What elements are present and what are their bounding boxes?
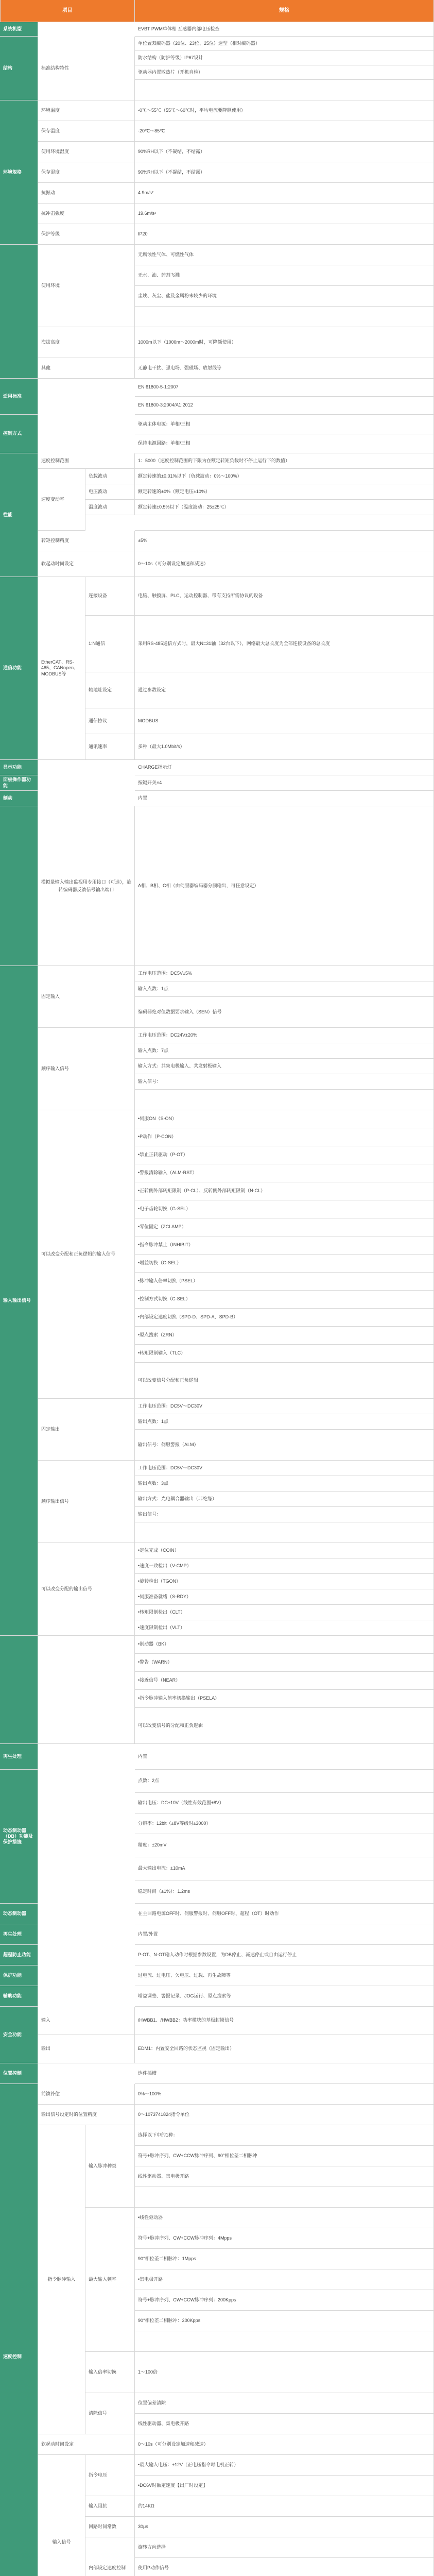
subcategory-cell: 1:N通信 [85,616,135,672]
value-cell: 稳定时间（±1%）：1.2ms [135,1880,434,1904]
value-cell: •制动器（BK） [135,1636,434,1654]
value-cell: 单位置双编码器（20位、23位、25位）选型（相对编码器） [135,37,434,51]
value-cell: 可以改变信号分配和正负逻辑 [135,1363,434,1399]
value-cell [135,1522,434,1543]
value-cell: MODBUS [135,708,434,734]
value-cell: •速度限制检出（VLT） [135,1620,434,1636]
value-cell: •电子齿轮切换（G-SEL） [135,1200,434,1218]
value-cell: 增益调整、警报记录、JOG运行、原点搜索等 [135,1986,434,2007]
category-cell: 超程防止功能 [0,1945,38,1965]
value-cell: CHARGE指示灯 [135,760,434,775]
value-cell: 选件插槽 [135,2063,434,2084]
value-cell: 90%RH以下（不凝结，不结露） [135,162,434,183]
value-cell: P-OT、N-OT输入动作时根据参数设置，为DB停止、减速停止或自由运行停止 [135,1945,434,1965]
value-cell: •P动作（P-CON） [135,1128,434,1146]
value-cell: 选择以下中的1种： [135,2125,434,2146]
value-cell: 输出点数：3点 [135,1476,434,1492]
value-cell: •旋转检出（TGON） [135,1574,434,1589]
category-cell: 适用标准 [0,379,38,415]
subcategory-cell: 通讯速率 [85,734,135,760]
value-cell: 无水、油、药剂飞溅 [135,265,434,286]
category-cell: 再生处理 [0,1924,38,1945]
value-cell [135,2187,434,2208]
value-cell: •正转侧外部转矩限制（P-CL）、反转侧外部转矩限制（N-CL） [135,1182,434,1200]
subcategory-cell: 软起动时间设定 [38,551,135,577]
category-cell: 动态制动器（DB）功能及保护措施 [0,1770,38,1904]
value-cell: 工作电压范围：DC24V±20% [135,1028,434,1043]
value-cell: 0～1073741824指令单位 [135,2105,434,2125]
header-item: 项目 [0,0,135,22]
value-cell: 无静电干扰、强电场、强磁场、放射线等 [135,358,434,379]
value-cell: •脉冲输入倍率切换（PSEL） [135,1273,434,1291]
subcategory-cell: 顺序输出信号 [38,1461,135,1543]
value-cell: 额定转速的±0%（额定电压±10%） [135,484,434,500]
subcategory-cell: 输入脉冲种类 [85,2125,135,2208]
category-cell: 辅助功能 [0,1986,38,2007]
value-cell: •警告（WARN） [135,1654,434,1672]
value-cell: 驱动主体电源：单相/三相 [135,415,434,434]
subcategory-cell: 顺序输入信号 [38,1028,135,1110]
subcategory-cell: 转矩控制精度 [38,531,135,551]
value-cell: •增益切换（G-SEL） [135,1255,434,1273]
value-cell: 工作电压范围：DC5V～DC30V [135,1399,434,1414]
subcategory-cell: 保护等级 [38,224,135,245]
subcategory-cell: 轴地址设定 [85,672,135,708]
value-cell: 点数：2点 [135,1770,434,1793]
value-cell: 输出信号：伺服警报（ALM） [135,1430,434,1461]
value-cell: 旋转方向选择 [135,2537,434,2558]
subcategory-cell: 通信协议 [85,708,135,734]
value-cell: •禁止正转驱动（P-OT） [135,1146,434,1164]
value-cell [135,1090,434,1110]
value-cell: 在主回路电源OFF时、伺服警报时、伺服OFF时、超程（OT）时动作 [135,1904,434,1924]
value-cell: 线性驱动器、集电极开路 [135,2166,434,2187]
value-cell: •速度一致检出（V-CMP） [135,1558,434,1574]
category-cell: 输入输出信号 [0,966,38,1636]
value-cell: 90%RH以下（不凝结，不结露） [135,142,434,162]
subcategory-cell: 输入信号 [38,2455,85,2576]
category-cell: 安全功能 [0,2007,38,2063]
value-cell: 4.9m/s² [135,183,434,204]
value-cell: 输出电压：DC±10V（线性有效范围±8V） [135,1793,434,1814]
value-cell: 输入点数：7点 [135,1043,434,1059]
value-cell: 精度：±20mV [135,1834,434,1857]
value-cell: 电脑、触摸屏、PLC、运动控制器、带有支持所需协议的设备 [135,577,434,616]
subcategory-cell: 连接设备 [85,577,135,616]
value-cell: 额定转速±0.5%以下（温度波动：25±25℃） [135,500,434,515]
value-cell: 工作电压范围：DC5V～DC30V [135,1461,434,1476]
category-cell: 显示功能 [0,760,38,775]
category-cell [0,245,38,379]
value-cell: •定位完成（COIN） [135,1543,434,1558]
value-cell: •转矩限制输入（TLC） [135,1345,434,1363]
subcategory-cell: 输入 [38,2007,135,2035]
value-cell: •原点搜索（ZRN） [135,1327,434,1345]
value-cell: •DC6V时额定速度【出厂时设定】 [135,2476,434,2496]
header-spec: 规格 [135,0,434,22]
subcategory-cell: 其他 [38,358,135,379]
value-cell [135,2331,434,2352]
subcategory-cell: 环境温度 [38,100,135,121]
value-cell: 30μs [135,2517,434,2537]
subcategory-cell: 前馈补偿 [38,2084,135,2105]
value-cell: •转矩限制检出（CLT） [135,1605,434,1620]
subcategory-cell: 电压波动 [85,484,135,500]
value-cell: 内置 [135,1744,434,1770]
value-cell: -20℃～85℃ [135,121,434,142]
value-cell: EVBT PWM单体相 互感器内部电压检查 [135,22,434,37]
value-cell: •指令脉冲输入倍率切换输出（PSELA） [135,1690,434,1708]
value-cell [135,80,434,100]
category-cell: 速度控制 [0,2084,38,2576]
value-cell: ±5% [135,531,434,551]
value-cell: 内置/外置 [135,1924,434,1945]
value-cell: 驱动器内置散热片（开机自检） [135,65,434,80]
subcategory-cell: 保存温度 [38,121,135,142]
value-cell: 编码器绝对值数据要求输入（SEN）信号 [135,997,434,1028]
value-cell: •内部设定速度切换（SPD-D、SPD-A、SPD-B） [135,1309,434,1327]
subcategory-cell: 输出信号设定时的位置精度 [38,2105,135,2125]
value-cell: 0～10s（可分别设定加速和减速） [135,551,434,577]
value-cell: 按键开关×4 [135,775,434,791]
value-cell: 防水结构（防护等级）IP67设计 [135,51,434,65]
value-cell: 1000m以下（1000m～2000m时，可降额使用） [135,327,434,358]
value-cell: 最大输出电流：±10mA [135,1857,434,1880]
subcategory-cell: 使用环境湿度 [38,142,135,162]
value-cell: /HWBB1、/HWBB2：功率模块的基极封锁信号 [135,2007,434,2035]
category-cell: 系统机型 [0,22,38,37]
subcategory-cell: 抗振动 [38,183,135,204]
subcategory-cell: 可以改变分配和正负逻辑的输入信号 [38,1110,135,1399]
subcategory-cell: 抗冲击强度 [38,204,135,224]
value-cell: 输入方式：共集电极输入、共发射极输入 [135,1059,434,1074]
category-cell: 动态制动器 [0,1904,38,1924]
value-cell: 输入点数：1点 [135,981,434,997]
subcategory-cell: 输出 [38,2035,135,2063]
value-cell: •指令脉冲禁止（INHIBIT） [135,1236,434,1255]
subcategory-cell: 输入阻抗 [85,2496,135,2517]
value-cell: •接近信号（NEAR） [135,1672,434,1690]
value-cell: •控制方式切换（C-SEL） [135,1291,434,1309]
value-cell: 工作电压范围：DC5V±5% [135,966,434,981]
value-cell: 线性驱动器、集电极开路 [135,2414,434,2434]
value-cell: 内置 [135,791,434,806]
subcategory-cell: 可以改变分配的输出信号 [38,1543,135,1636]
subcategory-cell: 温度波动 [85,500,135,515]
category-cell: 通信功能 [0,577,38,760]
category-cell: 性能 [0,453,38,577]
subcategory-cell [38,1636,135,1744]
value-cell: 通过参数设定 [135,672,434,708]
category-cell [0,806,38,966]
subcategory-cell: 指令电压 [85,2455,135,2496]
value-cell: 符号+脉冲序列、CW+CCW脉冲序列：4Mpps [135,2228,434,2249]
value-cell: 使用P动作信号 [135,2558,434,2576]
subcategory-cell: 固定输出 [38,1399,135,1461]
value-cell: 符号+脉冲序列、CW+CCW脉冲序列、90°相位差二相脉冲 [135,2146,434,2166]
value-cell: 0～10s（可分别设定加速和减速） [135,2434,434,2455]
value-cell: •最大输入电压：±12V（正电压指令时电机正转） [135,2455,434,2476]
category-cell: 位置控制 [0,2063,38,2084]
category-cell: 制动 [0,791,38,806]
value-cell: 过电流、过电压、欠电压、过载、再生故障等 [135,1965,434,1986]
value-cell: •伺服ON（S-ON） [135,1110,434,1128]
value-cell: 保持电源回路：单相/三相 [135,434,434,453]
value-cell: 输出方式：光电耦合器输出（非绝缘） [135,1492,434,1507]
value-cell: -0℃～55℃（55℃～60℃时，平均电流要降额使用） [135,100,434,121]
value-cell: 尘埃、灰尘、盐及金属粉末较少的环境 [135,286,434,307]
subcategory-cell: 软起动时间设定 [38,2434,135,2455]
subcategory-cell: EtherCAT、RS-485、CANopen、MODBUS等 [38,577,85,760]
value-cell: 位置偏差清除 [135,2393,434,2414]
value-cell: EN 61800-5-1:2007 [135,379,434,397]
category-cell: 面板操作器功能 [0,775,38,791]
value-cell: 90°相位差二相脉冲：1Mpps [135,2249,434,2269]
value-cell: 输出信号： [135,1507,434,1522]
value-cell: 符号+脉冲序列、CW+CCW脉冲序列：200Kpps [135,2290,434,2311]
subcategory-cell: 模拟量输入输出监视用专用接口（可选），旋转编码器反馈信号输出端口 [38,806,135,966]
category-cell: 结构 [0,37,38,100]
value-cell: 额定转速的±0.01%以下（负载波动：0%～100%） [135,469,434,484]
value-cell: 采用RS-485通信方式时，最大N=31轴（32台以下），网络最大总长度为全部连接设备的总长度 [135,616,434,672]
value-cell: •零位固定（ZCLAMP） [135,1218,434,1236]
subcategory-cell: 使用环境 [38,245,135,327]
value-cell: 分辨率：12bit（±8V等级时±3000） [135,1814,434,1834]
value-cell: 90°相位差二相脉冲：200Kpps [135,2311,434,2331]
value-cell: 输出点数：1点 [135,1414,434,1430]
value-cell: EDM1：内置安全回路的状态监视（固定输出） [135,2035,434,2063]
value-cell: EN 61800-3:2004/A1:2012 [135,397,434,415]
subcategory-cell: 清除信号 [85,2393,135,2434]
subcategory-cell: 保存湿度 [38,162,135,183]
value-cell: •伺服准备就绪（S-RDY） [135,1589,434,1605]
category-cell: 环境规格 [0,100,38,245]
category-cell: 再生处理 [0,1744,38,1770]
category-cell: 保护功能 [0,1965,38,1986]
value-cell: •集电极开路 [135,2269,434,2290]
subcategory-cell: 速度控制范围 [38,453,135,469]
value-cell: IP20 [135,224,434,245]
subcategory-cell: 海拔高度 [38,327,135,358]
value-cell: 可以改变信号的分配和正负逻辑 [135,1708,434,1744]
value-cell: 0%～100% [135,2084,434,2105]
subcategory-cell: 输入倍率切换 [85,2352,135,2393]
category-cell [0,1636,38,1744]
value-cell: 无腐蚀性气体、可燃性气体 [135,245,434,265]
value-cell: A相、B相、C相（由伺服器编码器分频输出，可任意设定） [135,806,434,966]
subcategory-cell: 指令脉冲输入 [38,2125,85,2434]
value-cell: 多种（最大1.0Mbit/s） [135,734,434,760]
value-cell [135,515,434,531]
value-cell: 19.6m/s² [135,204,434,224]
value-cell: 输入信号： [135,1074,434,1090]
value-cell: •警报清除输入（ALM-RST） [135,1164,434,1182]
category-cell: 控制方式 [0,415,38,453]
subcategory-cell: 最大输入频率 [85,2208,135,2352]
subcategory-cell: 回路时间常数 [85,2517,135,2537]
value-cell: 1～100倍 [135,2352,434,2393]
value-cell: 1：5000（速度控制范围的下限为在额定转矩负载时不停止运行下的数值） [135,453,434,469]
subcategory-cell: 标准结构特性 [38,37,135,100]
value-cell: •线性驱动器 [135,2208,434,2228]
subcategory-cell: 负载波动 [85,469,135,484]
subcategory-cell: 固定输入 [38,966,135,1028]
value-cell: 约14KΩ [135,2496,434,2517]
subcategory-cell: 速度变动率 [38,469,85,531]
value-cell [135,307,434,327]
subcategory-cell: 内部设定速度控制 [85,2537,135,2576]
